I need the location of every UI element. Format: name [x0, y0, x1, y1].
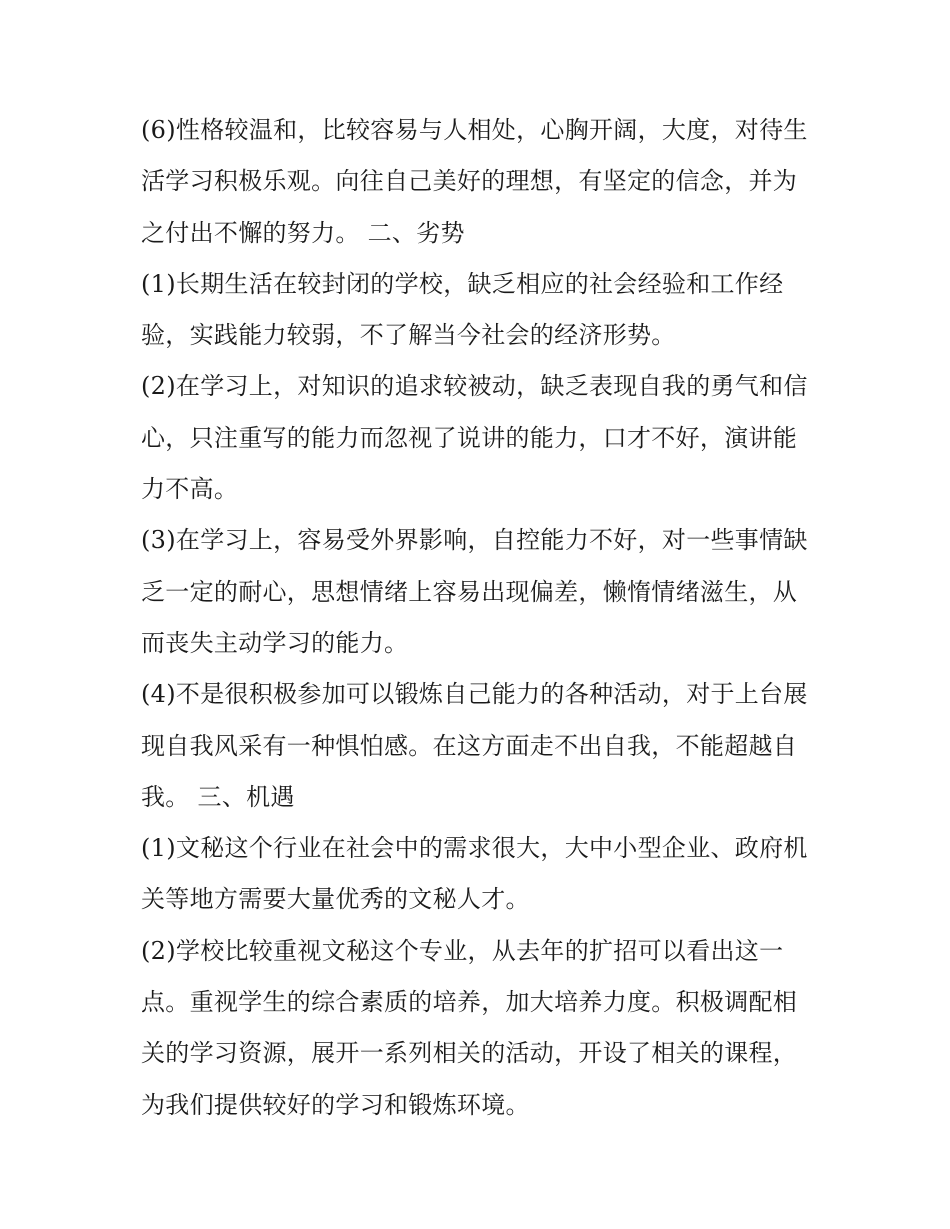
paragraph-weaknesses-2: (2)在学习上，对知识的追求较被动，缺乏表现自我的勇气和信心，只注重写的能力而忽视了说讲的能力，口才不好，演讲能力不高。	[141, 372, 808, 504]
paragraph-weaknesses-4: (4)不是很积极参加可以锻炼自己能力的各种活动，对于上台展现自我风采有一种惧怕感。在这方面走不出自我，不能超越自我。 三、机遇	[141, 680, 808, 811]
paragraph-strengths-6: (6)性格较温和，比较容易与人相处，心胸开阔，大度，对待生活学习积极乐观。向往自己美好的理想，有坚定的信念，并为之付出不懈的努力。 二、劣势	[141, 116, 808, 247]
document-body	[141, 105, 821, 1131]
paragraph-opportunities-1: (1)文秘这个行业在社会中的需求很大，大中小型企业、政府机关等地方需要大量优秀的文秘人才。	[141, 834, 808, 914]
paragraph-weaknesses-1: (1)长期生活在较封闭的学校，缺乏相应的社会经验和工作经验，实践能力较弱，不了解当今社会的经济形势。	[141, 269, 784, 350]
paragraph-weaknesses-3: (3)在学习上，容易受外界影响，自控能力不好，对一些事情缺乏一定的耐心，思想情绪上容易出现偏差，懒惰情绪滋生，从而丧失主动学习的能力。	[141, 526, 808, 657]
paragraph-opportunities-2: (2)学校比较重视文秘这个专业，从去年的扩招可以看出这一点。重视学生的综合素质的培养，加大培养力度。积极调配相关的学习资源，展开一系列相关的活动，开设了相关的课程，为我们提供较好的学习和锻炼环境。	[141, 936, 798, 1119]
